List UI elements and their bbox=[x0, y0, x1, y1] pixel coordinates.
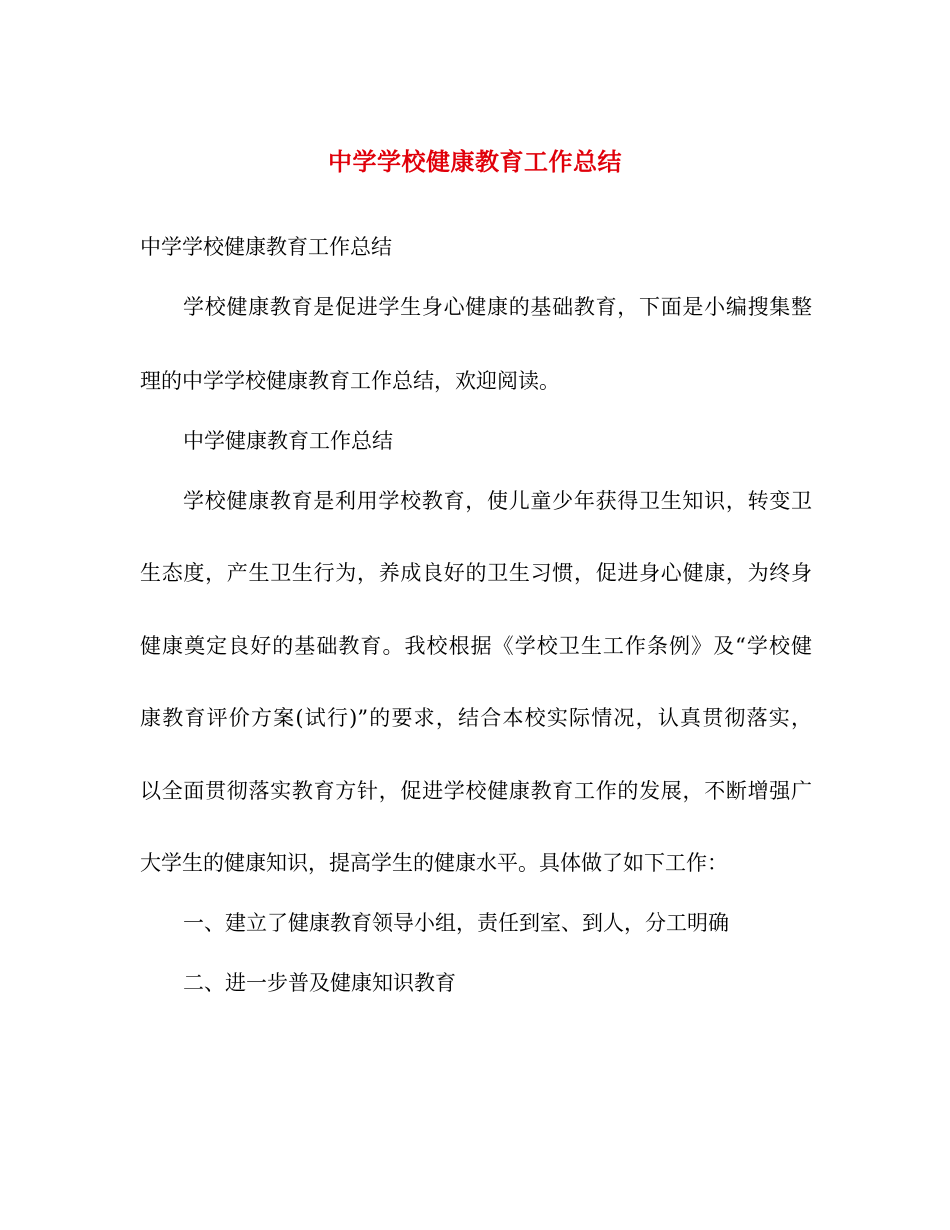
body-line-4: 康教育评价方案(试行)”的要求，结合本校实际情况，认真贯彻落实， bbox=[140, 706, 812, 730]
body-line-6: 大学生的健康知识，提高学生的健康水平。具体做了如下工作： bbox=[140, 851, 728, 875]
document-title: 中学学校健康教育工作总结 bbox=[328, 147, 622, 176]
body-line-2: 生态度，产生卫生行为，养成良好的卫生习惯，促进身心健康，为终身 bbox=[140, 561, 812, 585]
list-item-1: 一、建立了健康教育领导小组，责任到室、到人，分工明确 bbox=[183, 911, 729, 935]
intro-line-2: 理的中学学校健康教育工作总结，欢迎阅读。 bbox=[140, 369, 560, 393]
section-heading: 中学健康教育工作总结 bbox=[183, 429, 393, 453]
body-line-5: 以全面贯彻落实教育方针，促进学校健康教育工作的发展，不断增强广 bbox=[140, 779, 812, 803]
intro-line-1: 学校健康教育是促进学生身心健康的基础教育，下面是小编搜集整 bbox=[183, 295, 812, 319]
document-subtitle: 中学学校健康教育工作总结 bbox=[140, 235, 392, 259]
body-line-1: 学校健康教育是利用学校教育，使儿童少年获得卫生知识，转变卫 bbox=[183, 489, 812, 513]
list-item-2: 二、进一步普及健康知识教育 bbox=[183, 971, 456, 995]
body-line-3: 健康奠定良好的基础教育。我校根据《学校卫生工作条例》及“学校健 bbox=[140, 634, 812, 658]
